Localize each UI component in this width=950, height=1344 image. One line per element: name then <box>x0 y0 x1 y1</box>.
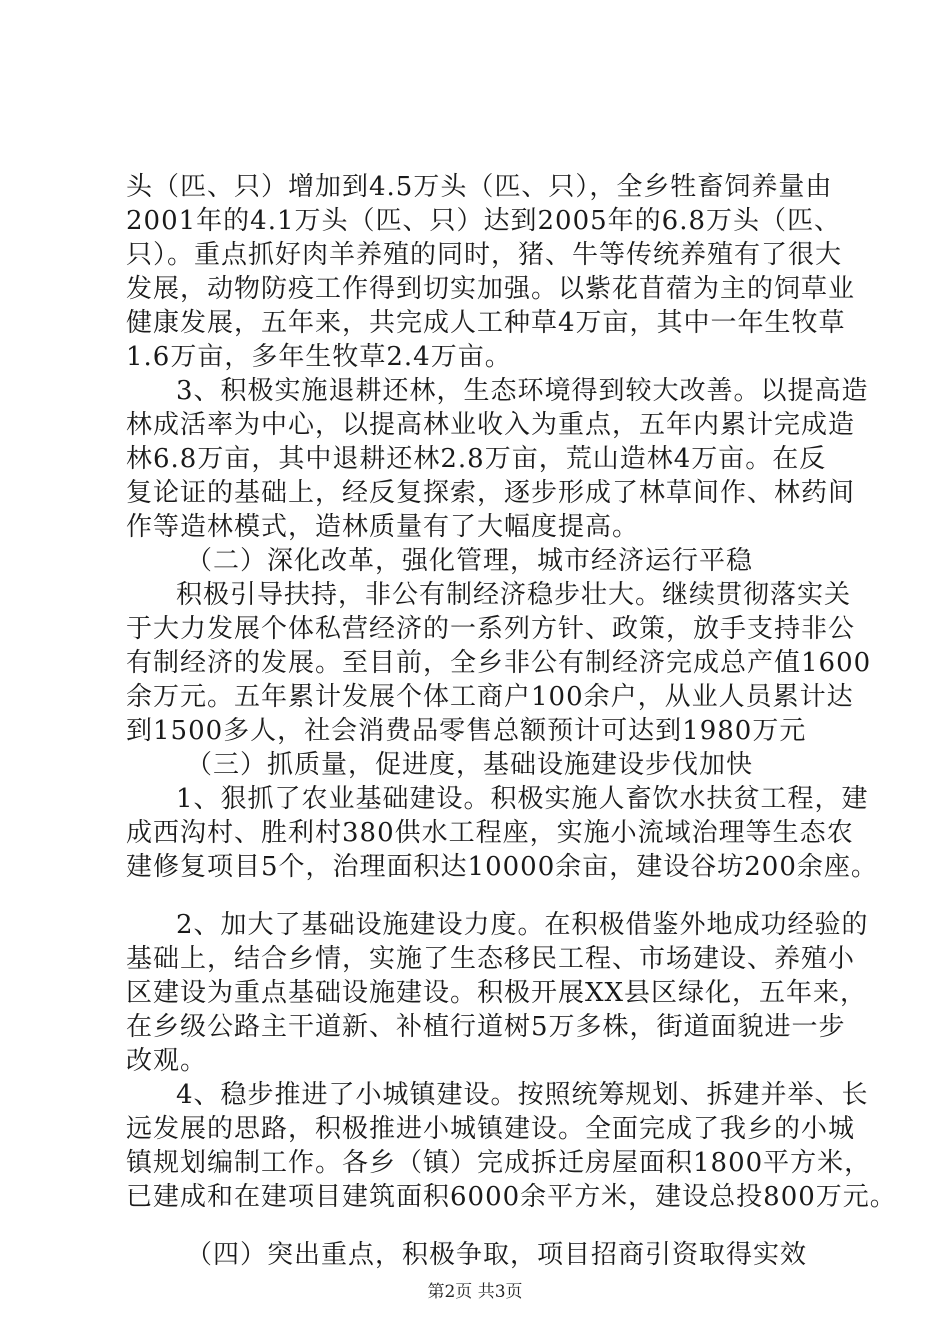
paragraph-line: 只）。重点抓好肉羊养殖的同时，猪、牛等传统养殖有了很大 <box>126 240 843 270</box>
paragraph-line: 成西沟村、胜利村380供水工程座，实施小流域治理等生态农 <box>126 818 854 848</box>
paragraph-line: 于大力发展个体私营经济的一系列方针、政策，放手支持非公 <box>126 614 856 644</box>
paragraph-line: 复论证的基础上，经反复探索，逐步形成了林草间作、林药间 <box>126 478 856 508</box>
section-heading: （四）突出重点，积极争取，项目招商引资取得实效 <box>186 1240 808 1270</box>
paragraph-line: 健康发展，五年来，共完成人工种草4万亩，其中一年生牧草 <box>126 308 846 338</box>
paragraph-line: 林成活率为中心，以提高林业收入为重点，五年内累计完成造 <box>126 410 856 440</box>
section-heading: （三）抓质量，促进度，基础设施建设步伐加快 <box>186 750 754 780</box>
paragraph-line: 林6.8万亩，其中退耕还林2.8万亩，荒山造林4万亩。在反 <box>126 444 827 474</box>
paragraph-line: 已建成和在建项目建筑面积6000余平方米，建设总投800万元。 <box>126 1182 897 1212</box>
paragraph-line: 作等造林模式，造林质量有了大幅度提高。 <box>126 512 640 542</box>
paragraph-line: 发展，动物防疫工作得到切实加强。以紫花苜蓿为主的饲草业 <box>126 274 856 304</box>
paragraph-line: 有制经济的发展。至目前，全乡非公有制经济完成总产值1600 <box>126 648 872 678</box>
paragraph-line: 基础上，结合乡情，实施了生态移民工程、市场建设、养殖小 <box>126 944 856 974</box>
paragraph-line: 积极引导扶持，非公有制经济稳步壮大。继续贯彻落实关 <box>176 580 852 610</box>
paragraph-line: 4、稳步推进了小城镇建设。按照统筹规划、拆建并举、长 <box>176 1080 869 1110</box>
paragraph-line: 建修复项目5个，治理面积达10000余亩，建设谷坊200余座。 <box>126 852 878 882</box>
paragraph-line: 2、加大了基础设施建设力度。在积极借鉴外地成功经验的 <box>176 910 869 940</box>
paragraph-line: 3、积极实施退耕还林，生态环境得到较大改善。以提高造 <box>176 376 869 406</box>
paragraph-line: 区建设为重点基础设施建设。积极开展XX县区绿化，五年来， <box>126 978 868 1008</box>
paragraph-line: 2001年的4.1万头（匹、只）达到2005年的6.8万头（匹、 <box>126 206 842 236</box>
section-heading: （二）深化改革，强化管理，城市经济运行平稳 <box>186 546 754 576</box>
paragraph-line: 改观。 <box>126 1046 208 1076</box>
paragraph-line: 在乡级公路主干道新、补植行道树5万多株，街道面貌进一步 <box>126 1012 846 1042</box>
page-footer: 第2页 共3页 <box>427 1282 523 1302</box>
paragraph-line: 1.6万亩，多年生牧草2.4万亩。 <box>126 342 512 372</box>
paragraph-line: 远发展的思路，积极推进小城镇建设。全面完成了我乡的小城 <box>126 1114 856 1144</box>
paragraph-line: 到1500多人，社会消费品零售总额预计可达到1980万元 <box>126 716 807 746</box>
paragraph-line: 余万元。五年累计发展个体工商户100余户，从业人员累计达 <box>126 682 854 712</box>
paragraph-line: 镇规划编制工作。各乡（镇）完成拆迁房屋面积1800平方米， <box>126 1148 872 1178</box>
paragraph-line: 头（匹、只）增加到4.5万头（匹、只），全乡牲畜饲养量由 <box>126 172 833 202</box>
paragraph-line: 1、狠抓了农业基础建设。积极实施人畜饮水扶贫工程，建 <box>176 784 869 814</box>
